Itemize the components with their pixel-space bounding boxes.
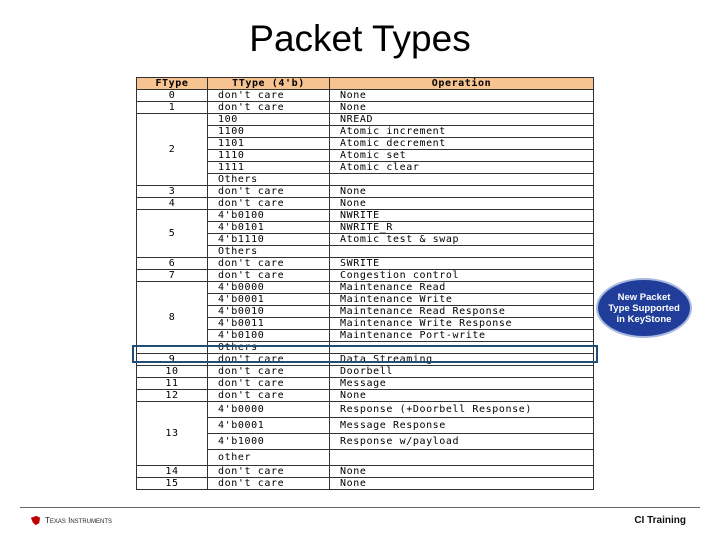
callout-bubble <box>596 278 692 338</box>
operation-cell <box>330 246 594 258</box>
operation-cell: None <box>330 198 594 210</box>
ttype-cell: Others <box>208 246 330 258</box>
operation-cell: Maintenance Read <box>330 282 594 294</box>
table-row <box>137 466 594 478</box>
operation-cell: Atomic test & swap <box>330 234 594 246</box>
ftype-cell: 13 <box>137 402 208 466</box>
table-row <box>137 478 594 490</box>
operation-cell: None <box>330 90 594 102</box>
ttype-cell: don't care <box>208 466 330 478</box>
ttype-cell: don't care <box>208 258 330 270</box>
ttype-cell: Others <box>208 174 330 186</box>
ttype-cell: don't care <box>208 478 330 490</box>
operation-cell: None <box>330 102 594 114</box>
ttype-cell: 4'b0100 <box>208 210 330 222</box>
header-ftype: FType <box>137 78 208 90</box>
ttype-cell: 1100 <box>208 126 330 138</box>
ttype-cell: 4'b0000 <box>208 402 330 418</box>
operation-cell: Atomic clear <box>330 162 594 174</box>
ttype-cell: don't care <box>208 366 330 378</box>
ttype-cell: don't care <box>208 102 330 114</box>
operation-cell: Response (+Doorbell Response) <box>330 402 594 418</box>
table-row <box>137 90 594 102</box>
ttype-cell: don't care <box>208 186 330 198</box>
ttype-cell: 4'b1000 <box>208 434 330 450</box>
ttype-cell: 4'b0101 <box>208 222 330 234</box>
ftype-cell: 8 <box>137 282 208 354</box>
operation-cell: NWRITE <box>330 210 594 222</box>
table-row <box>137 186 594 198</box>
operation-cell: Maintenance Write Response <box>330 318 594 330</box>
table-header-row <box>137 78 594 90</box>
footer-ci-training: CI Training <box>634 515 686 526</box>
ftype-cell: 5 <box>137 210 208 258</box>
ftype-cell: 7 <box>137 270 208 282</box>
ttype-cell: other <box>208 450 330 466</box>
ttype-cell: 1101 <box>208 138 330 150</box>
ttype-cell: don't care <box>208 354 330 366</box>
ttype-cell: 4'b0010 <box>208 306 330 318</box>
company-name: Texas Instruments <box>45 516 113 525</box>
table-row <box>137 402 594 418</box>
ftype-cell: 1 <box>137 102 208 114</box>
ftype-cell: 0 <box>137 90 208 102</box>
operation-cell: Atomic set <box>330 150 594 162</box>
ftype-cell: 4 <box>137 198 208 210</box>
slide-title: Packet Types <box>249 18 471 59</box>
ttype-cell: don't care <box>208 270 330 282</box>
table-row <box>137 102 594 114</box>
operation-cell: Maintenance Read Response <box>330 306 594 318</box>
operation-cell: Atomic decrement <box>330 138 594 150</box>
table-row <box>137 198 594 210</box>
ttype-cell: Others <box>208 342 330 354</box>
table-row <box>137 282 594 294</box>
operation-cell: NWRITE_R <box>330 222 594 234</box>
ti-logo-icon <box>30 515 41 526</box>
operation-cell: Response w/payload <box>330 434 594 450</box>
operation-cell: None <box>330 390 594 402</box>
header-operation: Operation <box>330 78 594 90</box>
ttype-cell: 1110 <box>208 150 330 162</box>
ttype-cell: 1111 <box>208 162 330 174</box>
table-row <box>137 210 594 222</box>
ttype-cell: don't care <box>208 198 330 210</box>
table-row <box>137 258 594 270</box>
operation-cell: Atomic increment <box>330 126 594 138</box>
ttype-cell: 4'b0011 <box>208 318 330 330</box>
callout-text: New Packet Type Supported in KeyStone <box>608 291 680 325</box>
operation-cell: Congestion control <box>330 270 594 282</box>
header-ttype: TType (4'b) <box>208 78 330 90</box>
operation-cell: Message <box>330 378 594 390</box>
operation-cell: None <box>330 186 594 198</box>
operation-cell: Doorbell <box>330 366 594 378</box>
ttype-cell: 4'b0001 <box>208 418 330 434</box>
ttype-cell: 4'b0100 <box>208 330 330 342</box>
operation-cell: NREAD <box>330 114 594 126</box>
ttype-cell: 4'b0000 <box>208 282 330 294</box>
ttype-cell: don't care <box>208 390 330 402</box>
ttype-cell: 4'b1110 <box>208 234 330 246</box>
ftype-cell: 10 <box>137 366 208 378</box>
table-row <box>137 114 594 126</box>
packet-types-table <box>136 77 594 490</box>
operation-cell: Maintenance Write <box>330 294 594 306</box>
table-row <box>137 378 594 390</box>
operation-cell <box>330 450 594 466</box>
ttype-cell: 4'b0001 <box>208 294 330 306</box>
table-body <box>137 90 594 490</box>
ttype-cell: don't care <box>208 378 330 390</box>
footer-divider <box>20 507 700 508</box>
ftype-cell: 6 <box>137 258 208 270</box>
ftype-cell: 11 <box>137 378 208 390</box>
ftype-cell: 15 <box>137 478 208 490</box>
operation-cell: None <box>330 466 594 478</box>
table-row <box>137 390 594 402</box>
operation-cell: SWRITE <box>330 258 594 270</box>
ftype-cell: 2 <box>137 114 208 186</box>
operation-cell: None <box>330 478 594 490</box>
footer-company <box>30 515 112 526</box>
operation-cell: Maintenance Port-write <box>330 330 594 342</box>
highlight-box <box>132 345 598 363</box>
operation-cell: Message Response <box>330 418 594 434</box>
ttype-cell: don't care <box>208 90 330 102</box>
operation-cell <box>330 174 594 186</box>
ftype-cell: 3 <box>137 186 208 198</box>
operation-cell: Data Streaming <box>330 354 594 366</box>
ftype-cell: 14 <box>137 466 208 478</box>
table-row <box>137 270 594 282</box>
ftype-cell: 12 <box>137 390 208 402</box>
ttype-cell: 100 <box>208 114 330 126</box>
table-row <box>137 366 594 378</box>
ftype-cell: 9 <box>137 354 208 366</box>
